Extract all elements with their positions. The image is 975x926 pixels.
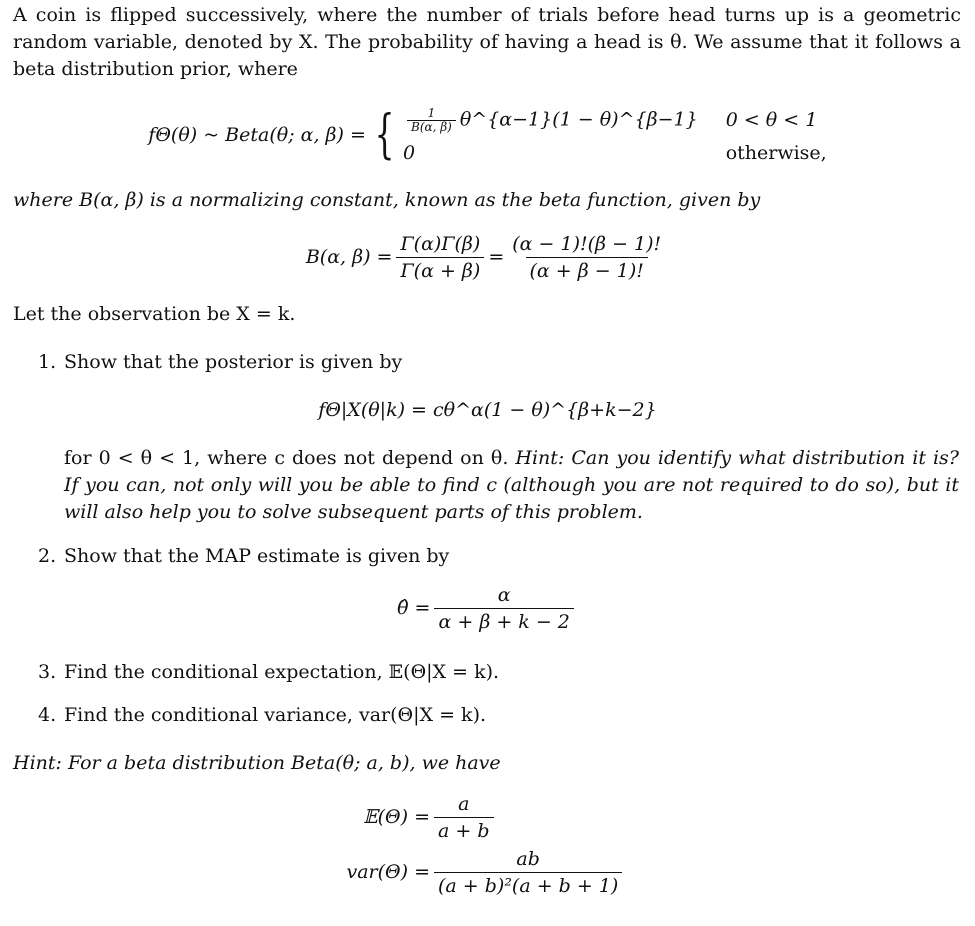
item-3-text: Find the conditional expectation, 𝔼(Θ|X = k). [64, 661, 500, 683]
beta-function-equation [0, 228, 975, 286]
hint-text: Hint: For a beta distribution Beta(θ; a, b), we have [13, 752, 501, 774]
item-2-text: Show that the MAP estimate is given by [64, 545, 450, 567]
item-1-text: Show that the posterior is given by [64, 351, 403, 373]
list-item-4 [38, 702, 958, 729]
beta-frac2 [508, 231, 665, 284]
beta-frac1 [396, 231, 484, 284]
map-frac-num: α [497, 583, 511, 606]
mean-equation [330, 790, 650, 844]
beta-frac1-num: Γ(α)Γ(β) [400, 232, 481, 255]
mean-den: a + b [434, 817, 494, 844]
posterior-equation [0, 392, 975, 428]
list-item-1 [38, 349, 958, 376]
list-item-2 [38, 543, 958, 570]
map-lhs: θ̂ = [397, 597, 431, 619]
hint-equations [330, 790, 650, 900]
mean-lhs: 𝔼(Θ) = [363, 806, 430, 828]
item-4-number: 4. [38, 704, 57, 726]
case1-formula: θ^{α−1}(1 − θ)^{β−1} [459, 108, 698, 130]
beta-lhs: B(α, β) = [305, 246, 393, 268]
case1-fraction [407, 107, 456, 134]
case1-condition: 0 < θ < 1 [725, 109, 818, 131]
case2-condition: otherwise, [725, 141, 827, 164]
case2-value: 0 [403, 141, 416, 164]
item-1-followup [64, 445, 959, 526]
var-lhs: var(Θ) = [346, 861, 430, 883]
posterior-formula: fΘ|X(θ|k) = cθ^α(1 − θ)^{β+k−2} [318, 399, 657, 421]
observation-text: Let the observation be X = k. [13, 303, 296, 325]
map-fraction [434, 582, 573, 635]
case1-frac-num: 1 [427, 105, 436, 120]
var-num: ab [516, 847, 540, 870]
item-1-number: 1. [38, 351, 57, 373]
map-frac-den: α + β + k − 2 [434, 608, 573, 635]
intro-paragraph: A coin is flipped successively, where the number of trials before head turns up is a geometric random variable, denoted by X. The probability of having a head is θ. We assume that it follows a beta distribution prior, where [13, 4, 961, 80]
item-1-followup-plain: for 0 < θ < 1, where c does not depend on θ. [64, 447, 509, 469]
item-4-text: Find the conditional variance, var(Θ|X = k). [64, 704, 487, 726]
var-fraction [434, 846, 622, 899]
map-equation [0, 580, 975, 636]
beta-function-text: where B(α, β) is a normalizing constant, known as the beta function, given by [13, 189, 761, 211]
mean-fraction [434, 791, 494, 844]
list-item-3 [38, 659, 958, 686]
cases-block [403, 107, 827, 164]
case1-frac-den: B(α, β) [407, 120, 456, 134]
item-1-hint: Hint: Can you identify what distribution it is? If you can, not only will you be able to find c (although you are not required to do so), but it will also help you to solve subsequent parts of this problem. [64, 447, 959, 523]
prior-equation [0, 100, 975, 170]
cases-brace: { [374, 105, 395, 165]
item-3-number: 3. [38, 661, 57, 683]
case1-expr [403, 107, 698, 134]
prior-lhs: fΘ(θ) ~ Beta(θ; α, β) = [148, 124, 366, 146]
beta-frac1-den: Γ(α + β) [396, 257, 484, 284]
variance-equation [330, 844, 650, 900]
mean-num: a [458, 792, 470, 815]
var-den: (a + b)²(a + b + 1) [434, 872, 622, 899]
beta-frac2-num: (α − 1)!(β − 1)! [512, 232, 662, 255]
beta-frac2-den: (α + β − 1)! [526, 257, 648, 284]
item-2-number: 2. [38, 545, 57, 567]
beta-equals: = [488, 246, 505, 268]
